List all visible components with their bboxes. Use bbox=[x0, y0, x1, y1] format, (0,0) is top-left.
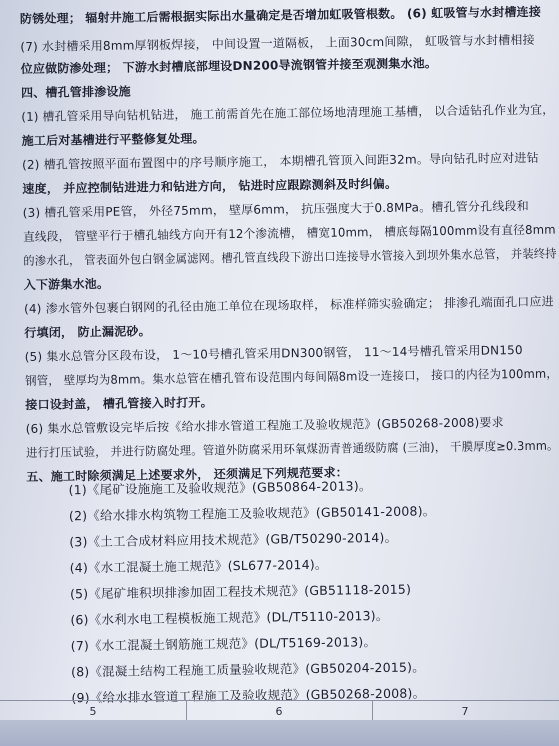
standard-list-item: (6)《水利水电工程模板施工规范》(DL/T5110-2013)。 bbox=[70, 607, 389, 628]
footer-cell-5: 5 bbox=[0, 701, 187, 723]
paragraph-line: (5) 集水总管分区段布设， 1～10号槽孔管采用DN300钢管， 11～14号槽孔管采用DN150 bbox=[24, 343, 523, 364]
paragraph-line: 钢管， 壁厚均为8mm。集水总管在槽孔管布设范围内每间隔8m设一连接口， 接口的内径为100mm， bbox=[24, 366, 559, 388]
paragraph-line: (2) 槽孔管按照平面布置图中的序号顺序施工， 本期槽孔管顶入间距32m。导向钻孔时应对进钻 bbox=[21, 150, 539, 172]
standard-list-item: (7)《水工混凝土钢筋施工规范》(DL/T5169-2013)。 bbox=[70, 634, 377, 654]
standard-list-item: (3)《土工合成材料应用技术规范》(GB/T50290-2014)。 bbox=[69, 529, 398, 550]
paragraph-line: (4) 渗水管外包裹白钢网的孔径由施工单位在现场取样， 标准样筛实验确定； 排渗孔端面孔口应进 bbox=[23, 294, 554, 316]
paragraph-line: 接口设封盖， 槽孔管接入时打开。 bbox=[25, 395, 213, 412]
paragraph-line: 进行打压试验， 并进行防腐处理。管道外防腐采用环氧煤沥青普通级防腐 (三油)， 干膜厚度≥0.3mm。 bbox=[25, 438, 559, 460]
paragraph-line: (6) 集水总管敷设完毕后按《给水排水管道工程施工及验收规范》(GB50268-2008)要求 bbox=[25, 415, 504, 436]
paragraph-line: 速度， 并应控制钻进进力和钻进方向， 钻进时应跟踪测斜及时纠偏。 bbox=[22, 176, 398, 196]
paragraph-line: 五、施工时除须满足上述要求外， 还须满足下列规范要求： bbox=[26, 465, 349, 484]
photo-bottom-shadow bbox=[0, 720, 559, 746]
standard-list-item: (4)《水工混凝土施工规范》(SL677-2014)。 bbox=[69, 556, 328, 576]
paragraph-line: 位应做防渗处理； 下游水封槽底部埋设DN200导流钢管并接至观测集水池。 bbox=[20, 56, 438, 76]
paragraph-line: 入下游集水池。 bbox=[23, 276, 110, 292]
footer-cell-6: 6 bbox=[186, 701, 373, 723]
paragraph-line: 施工后对基槽进行平整修复处理。 bbox=[21, 131, 205, 148]
footer-cell-7: 7 bbox=[461, 705, 469, 718]
standard-list-item: (8)《混凝土结构工程施工质量验收规范》(GB50204-2015)。 bbox=[71, 659, 425, 680]
paragraph-line: 四、槽孔管排渗设施 bbox=[20, 84, 131, 100]
standard-list-item: (2)《给水排水构筑物工程施工及验收规范》(GB50141-2008)。 bbox=[68, 503, 436, 524]
paragraph-line: 行填闭， 防止漏泥砂。 bbox=[24, 324, 151, 340]
paragraph-line: (1) 槽孔管采用导向钻机钻进， 施工前需首先在施工部位场地清理施工基槽， 以合适钻孔作业为宜， bbox=[21, 102, 555, 124]
standard-list-item: (5)《尾矿堆积坝排渗加固工程技术规范》(GB51118-2015) bbox=[69, 581, 412, 602]
paragraph-line: (3) 槽孔管采用PE管， 外径75mm， 壁厚6mm， 抗压强度大于0.8MPa。槽孔管分孔线段和 bbox=[22, 198, 529, 220]
standard-list-item: (9)《给水排水管道工程施工及验收规范》(GB50268-2008)。 bbox=[71, 685, 426, 706]
standard-list-item: (1)《尾矿设施施工及验收规范》(GB50864-2013)。 bbox=[68, 478, 372, 498]
paragraph-line: 的渗水孔， 管表面外包白钢金属滤网。槽孔管直线段下游出口连接导水管接入到坝外集水总管， 并装终持 bbox=[23, 246, 557, 268]
paragraph-line: (7) 水封槽采用8mm厚钢板焊接， 中间设置一道隔板， 上面30cm间隙， 虹吸管与水封槽相接 bbox=[20, 32, 535, 54]
paragraph-line: 防锈处理； 辐射井施工后需根据实际出水量确定是否增加虹吸管根数。 (6) 虹吸管与水封槽连接 bbox=[19, 4, 542, 26]
paragraph-line: 直线段， 管壁平行于槽孔轴线方向开有12个渗流槽， 槽宽10mm， 槽底每隔100mm设有直径8mm bbox=[22, 222, 556, 244]
